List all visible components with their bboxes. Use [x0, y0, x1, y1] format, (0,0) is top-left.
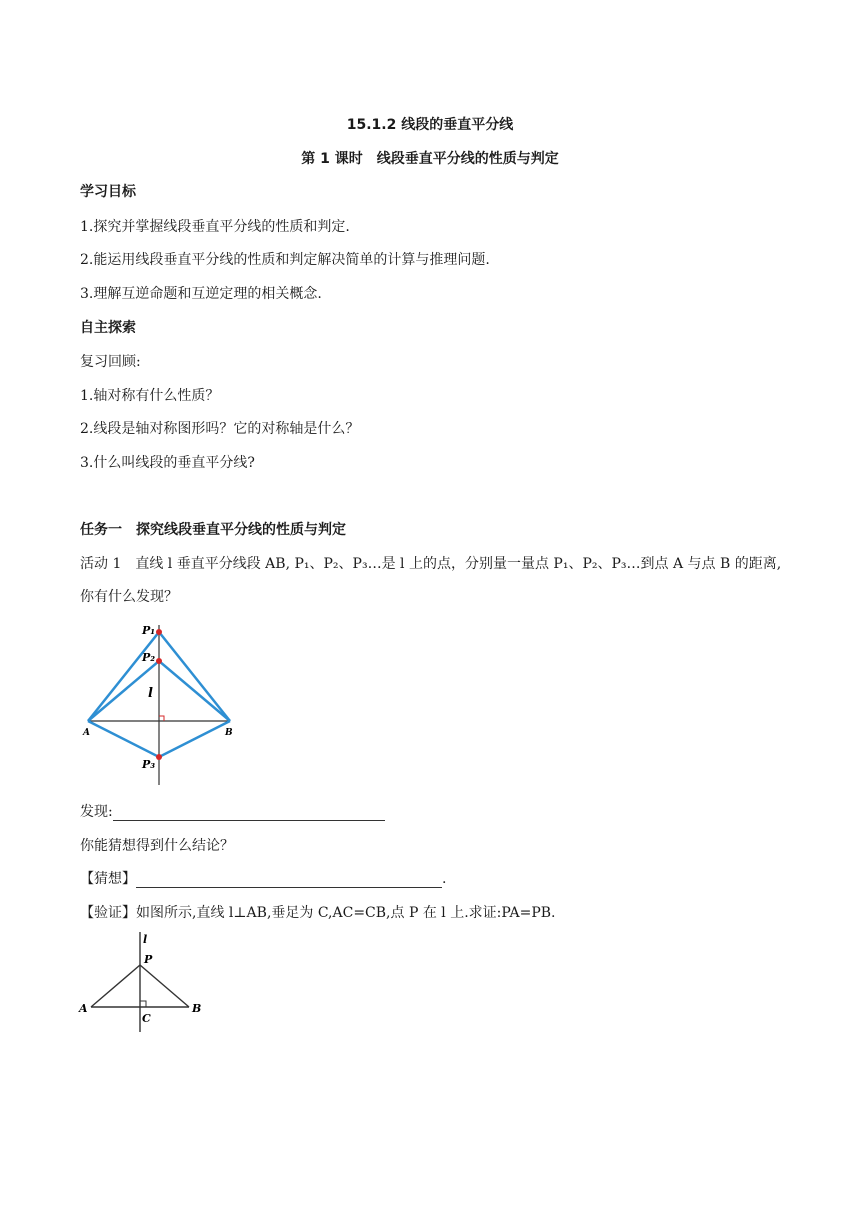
label-p1: P₁	[142, 624, 156, 637]
review-item-1: 1.轴对称有什么性质？	[80, 388, 220, 404]
page-subtitle: 第 1 课时 线段垂直平分线的性质与判定	[301, 151, 559, 167]
label-p2: P₂	[142, 651, 156, 664]
label-a: A	[83, 728, 90, 738]
activity1-text: 活动 1 直线 l 垂直平分线段 AB, P₁、P₂、P₃…是 l 上的点，分别量一量点 P₁、P₂、P₃…到点 A 与点 B 的距离,	[80, 556, 782, 572]
guess-blank[interactable]	[136, 873, 442, 888]
goal-item-2: 2.能运用线段垂直平分线的性质和判定解决简单的计算与推理问题.	[80, 252, 490, 268]
discover-label: 发现:	[80, 804, 113, 820]
goals-heading: 学习目标	[80, 184, 136, 200]
label-p: P	[144, 953, 153, 966]
right-angle-mark	[140, 1001, 146, 1007]
point-p1	[156, 629, 162, 635]
task1-heading: 任务一 探究线段垂直平分线的性质与判定	[80, 522, 346, 538]
segment-pa	[91, 965, 140, 1007]
goal-item-3: 3.理解互逆命题和互逆定理的相关概念.	[80, 286, 322, 302]
label-b: B	[192, 1002, 202, 1015]
verify-label: 【验证】	[80, 905, 136, 921]
label-l: l	[148, 686, 153, 701]
figure-perpendicular-bisector	[78, 620, 248, 790]
segment-pb	[140, 965, 189, 1007]
explore-heading: 自主探索	[80, 320, 136, 336]
label-p3: P₃	[142, 758, 156, 771]
verify-text: 如图所示,直线 l⊥AB,垂足为 C,AC=CB,点 P 在 l 上.求证:PA=PB.	[136, 905, 556, 921]
review-item-2: 2.线段是轴对称图形吗？它的对称轴是什么？	[80, 421, 360, 437]
discover-blank[interactable]	[113, 806, 385, 821]
activity1-text-cont: 你有什么发现？	[80, 589, 178, 605]
verify-line	[80, 902, 556, 922]
label-l: l	[143, 933, 148, 946]
label-b: B	[225, 728, 233, 738]
review-item-3: 3.什么叫线段的垂直平分线?	[80, 455, 255, 471]
guess-line	[80, 868, 446, 888]
discover-line	[80, 801, 385, 821]
point-p3	[156, 754, 162, 760]
point-p2	[156, 658, 162, 664]
right-angle-mark	[159, 716, 164, 721]
label-a: A	[79, 1002, 88, 1015]
figure1-lines	[88, 625, 230, 785]
guess-end: .	[442, 871, 447, 887]
page-title: 15.1.2 线段的垂直平分线	[346, 117, 514, 133]
guess-question: 你能猜想得到什么结论？	[80, 838, 234, 854]
goal-item-1: 1.探究并掌握线段垂直平分线的性质和判定.	[80, 219, 350, 235]
review-label: 复习回顾:	[80, 354, 141, 370]
figure-proof	[76, 928, 216, 1038]
label-c: C	[142, 1012, 151, 1025]
guess-label: 【猜想】	[80, 871, 136, 887]
